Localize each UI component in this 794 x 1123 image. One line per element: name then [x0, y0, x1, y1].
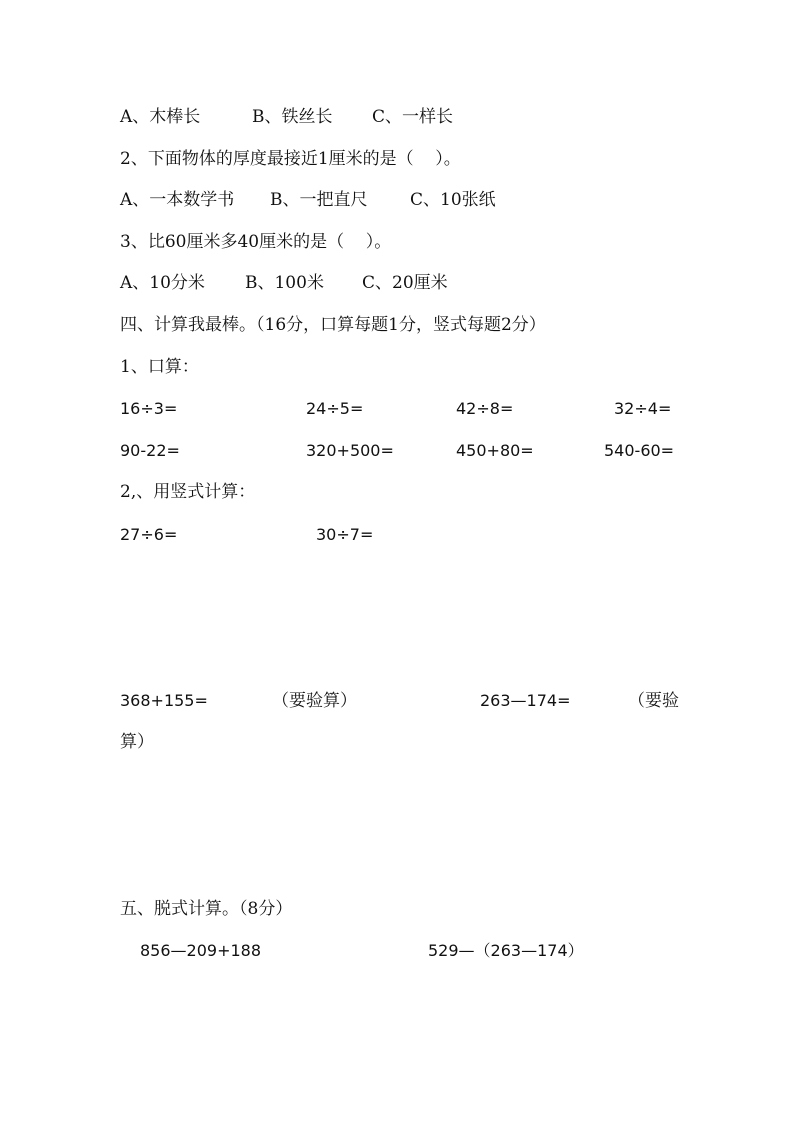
- oral-expr: 450+80=: [456, 441, 534, 460]
- step-calc-expr: 529—（263—174）: [428, 941, 584, 960]
- question-3-option-a: A、10分米: [120, 273, 205, 293]
- section-4-title: 四、计算我最棒。（16分，口算每题1分，竖式每题2分）: [120, 315, 546, 335]
- vertical-expr: 27÷6=: [120, 525, 178, 544]
- verify-note-continued: 算）: [120, 732, 154, 752]
- option-c: C、一样长: [372, 107, 454, 127]
- oral-expr: 32÷4=: [614, 399, 672, 418]
- question-2-option-a: A、一本数学书: [120, 190, 235, 210]
- oral-expr: 320+500=: [306, 441, 394, 460]
- section-5-title: 五、脱式计算。（8分）: [120, 899, 293, 919]
- question-3-text: 3、比60厘米多40厘米的是（ ）。: [120, 232, 392, 252]
- vertical-expr: 368+155=: [120, 691, 208, 710]
- question-3-option-c: C、20厘米: [362, 273, 448, 293]
- oral-expr: 42÷8=: [456, 399, 514, 418]
- oral-expr: 24÷5=: [306, 399, 364, 418]
- question-3-option-b: B、100米: [245, 273, 324, 293]
- oral-expr: 540-60=: [604, 441, 675, 460]
- vertical-expr: 263—174=: [480, 691, 571, 710]
- verify-note: （要验算）: [272, 691, 357, 711]
- option-a: A、木棒长: [120, 107, 201, 127]
- vertical-expr: 30÷7=: [316, 525, 374, 544]
- option-b: B、铁丝长: [252, 107, 333, 127]
- question-2-option-c: C、10张纸: [410, 190, 496, 210]
- verify-note: （要验: [628, 691, 679, 711]
- question-2-option-b: B、一把直尺: [270, 190, 368, 210]
- step-calc-expr: 856—209+188: [140, 941, 262, 960]
- oral-expr: 16÷3=: [120, 399, 178, 418]
- oral-calc-heading: 1、口算：: [120, 357, 199, 377]
- question-2-text: 2、下面物体的厚度最接近1厘米的是（ ）。: [120, 149, 461, 169]
- vertical-calc-heading: 2,、用竖式计算：: [120, 482, 256, 502]
- oral-expr: 90-22=: [120, 441, 180, 460]
